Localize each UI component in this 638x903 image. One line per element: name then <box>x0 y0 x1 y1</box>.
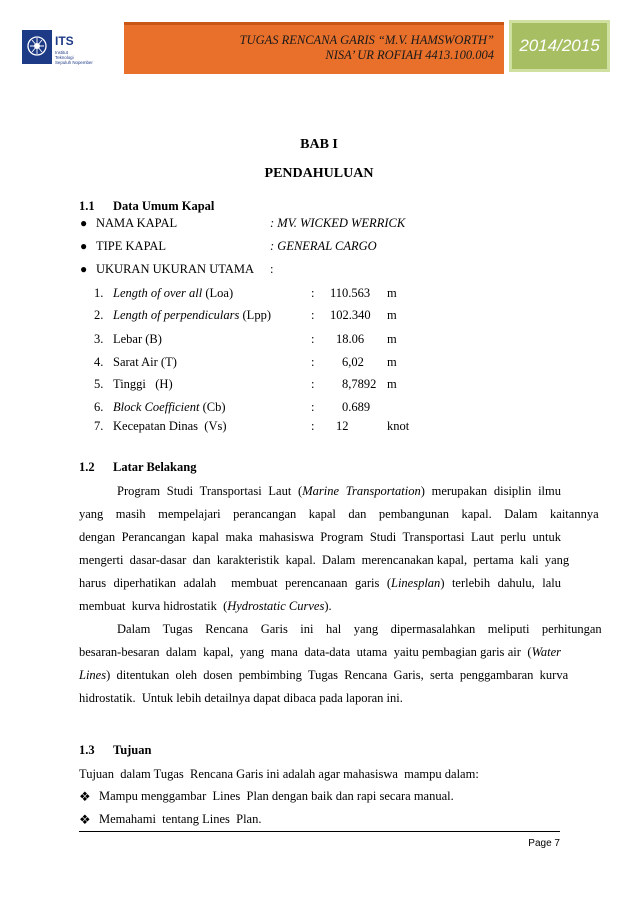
paragraph-line <box>79 691 561 706</box>
header-title-line1: TUGAS RENCANA GARIS “M.V. HAMSWORTH” <box>239 33 494 47</box>
dim-label-plain: Sarat Air (T) <box>113 355 177 369</box>
objective-item: Mampu menggambar Lines Plan dengan baik dan rapi secara manual. <box>99 789 454 803</box>
paragraph-line <box>79 507 599 522</box>
dim-value: 8,7892 <box>342 377 377 391</box>
text-run-italic: Water <box>531 645 561 659</box>
section-1-2-number: 1.2 <box>79 460 95 474</box>
paragraph-line <box>79 553 570 568</box>
dim-label <box>113 419 227 434</box>
dim-label-plain: (Loa) <box>202 286 234 300</box>
text-run: mengerti dasar-dasar dan karakteristik kapal. Dalam merencanakan kapal, pertama kali yang <box>79 553 570 567</box>
text-run-italic: Linesplan <box>391 576 441 590</box>
dim-no: 5. <box>94 377 104 391</box>
chapter-number: BAB I <box>300 137 338 152</box>
paragraph-line <box>79 645 561 660</box>
dim-unit: m <box>387 355 397 369</box>
text-run: besaran-besaran dalam kapal, yang mana data-data utama yaitu pembagian garis air ( <box>79 645 532 659</box>
text-run: harus diperhatikan adalah membuat perencanaan garis ( <box>79 576 391 590</box>
logo-text: ITS <box>55 34 74 48</box>
header-title-line2: NISA’ UR ROFIAH 4413.100.004 <box>325 48 494 62</box>
diamond-bullet-icon: ❖ <box>79 812 91 827</box>
its-emblem-icon <box>22 30 52 64</box>
paragraph-line <box>117 484 561 499</box>
dim-unit: m <box>387 286 397 300</box>
paragraph-line <box>117 622 602 637</box>
page-number: Page 7 <box>528 838 560 849</box>
dim-colon: : <box>311 332 315 346</box>
paragraph-line <box>79 668 569 683</box>
header-title-banner <box>124 22 504 74</box>
objective-intro: Tujuan dalam Tugas Rencana Garis ini adalah agar mahasiswa mampu dalam: <box>79 767 479 781</box>
text-run-italic: Hydrostatic Curves <box>227 599 325 613</box>
dim-unit: m <box>387 377 397 391</box>
dim-label <box>113 377 173 392</box>
dim-no: 3. <box>94 332 104 346</box>
dim-label-italic: Length of perpendiculars <box>113 308 240 322</box>
text-run: Program Studi Transportasi Laut ( <box>117 484 303 498</box>
dim-label <box>113 308 271 323</box>
bullet-icon: ● <box>80 239 88 253</box>
bullet-icon: ● <box>80 216 88 230</box>
footer-divider <box>79 831 560 832</box>
chapter-title: PENDAHULUAN <box>264 166 374 181</box>
text-run: yang masih mempelajari perancangan kapal dan pembangunan kapal. Dalam kaitannya <box>79 507 599 521</box>
bullet-icon: ● <box>80 262 88 276</box>
dim-value: 110.563 <box>330 286 371 300</box>
dim-value: 102.340 <box>330 308 371 322</box>
dim-label-plain: Kecepatan Dinas (Vs) <box>113 419 227 433</box>
paragraph-line <box>79 576 561 591</box>
dim-unit: m <box>387 332 397 346</box>
header-year-badge: 2014/2015 <box>509 20 610 72</box>
dim-label-plain: Lebar (B) <box>113 332 162 346</box>
dim-label-italic: Block Coefficient <box>113 400 200 414</box>
dim-value: 0.689 <box>342 400 371 414</box>
ship-type-value: : GENERAL CARGO <box>270 239 377 253</box>
dim-colon: : <box>311 355 315 369</box>
section-1-3-title: Tujuan <box>113 743 152 757</box>
dim-label <box>113 332 162 347</box>
dim-colon: : <box>311 308 315 322</box>
dim-no: 7. <box>94 419 104 433</box>
dim-label <box>113 286 233 301</box>
dim-label-plain: Tinggi (H) <box>113 377 173 391</box>
logo-subtitle-3: Sepuluh Nopember <box>55 60 93 65</box>
text-run: hidrostatik. Untuk lebih detailnya dapat dibaca pada laporan ini. <box>79 691 403 705</box>
section-1-3-number: 1.3 <box>79 743 95 757</box>
dim-value: 6,02 <box>342 355 364 369</box>
dim-colon: : <box>311 377 315 391</box>
dim-label-italic: Length of over all <box>113 286 203 300</box>
text-run: ) merupakan disiplin ilmu <box>420 484 561 498</box>
dim-no: 4. <box>94 355 104 369</box>
main-dimensions-label: UKURAN UKURAN UTAMA <box>96 262 255 276</box>
diamond-bullet-icon: ❖ <box>79 789 91 804</box>
dim-unit: knot <box>387 419 410 433</box>
text-run-italic: Lines <box>79 668 107 682</box>
dim-no: 6. <box>94 400 104 414</box>
dim-colon: : <box>311 400 315 414</box>
dim-value: 18.06 <box>336 332 365 346</box>
text-run-italic: Marine Transportation <box>302 484 421 498</box>
dim-colon: : <box>311 419 315 433</box>
logo-subtitle-2: Teknologi <box>55 55 74 60</box>
its-logo <box>22 30 112 86</box>
section-1-1-number: 1.1 <box>79 199 95 213</box>
paragraph-line <box>79 530 561 545</box>
ship-type-label: TIPE KAPAL <box>96 239 167 253</box>
dim-no: 1. <box>94 286 104 300</box>
main-dimensions-colon: : <box>270 262 274 276</box>
dim-label-plain: (Lpp) <box>239 308 271 322</box>
dim-label <box>113 400 225 415</box>
text-run: Dalam Tugas Rencana Garis ini hal yang dipermasalahkan meliputi perhitungan <box>117 622 602 636</box>
dim-unit: m <box>387 308 397 322</box>
dim-label <box>113 355 177 370</box>
ship-name-value: : MV. WICKED WERRICK <box>270 216 406 230</box>
section-1-1-title: Data Umum Kapal <box>113 199 215 213</box>
section-1-2-title: Latar Belakang <box>113 460 197 474</box>
dim-value: 12 <box>336 419 349 433</box>
text-run: dengan Perancangan kapal maka mahasiswa Program Studi Transportasi Laut perlu untuk <box>79 530 561 544</box>
paragraph-line <box>79 599 561 614</box>
text-run: ) ditentukan oleh dosen pembimbing Tugas Rencana Garis, serta penggambaran kurva <box>106 668 569 682</box>
ship-name-label: NAMA KAPAL <box>96 216 178 230</box>
objective-item: Memahami tentang Lines Plan. <box>99 812 262 826</box>
text-run: ) terlebih dahulu, lalu <box>440 576 561 590</box>
dim-no: 2. <box>94 308 104 322</box>
dim-label-plain: (Cb) <box>199 400 226 414</box>
logo-subtitle-1: Institut <box>55 50 68 55</box>
dim-colon: : <box>311 286 315 300</box>
text-run: ). <box>324 599 332 613</box>
text-run: membuat kurva hidrostatik ( <box>79 599 228 613</box>
